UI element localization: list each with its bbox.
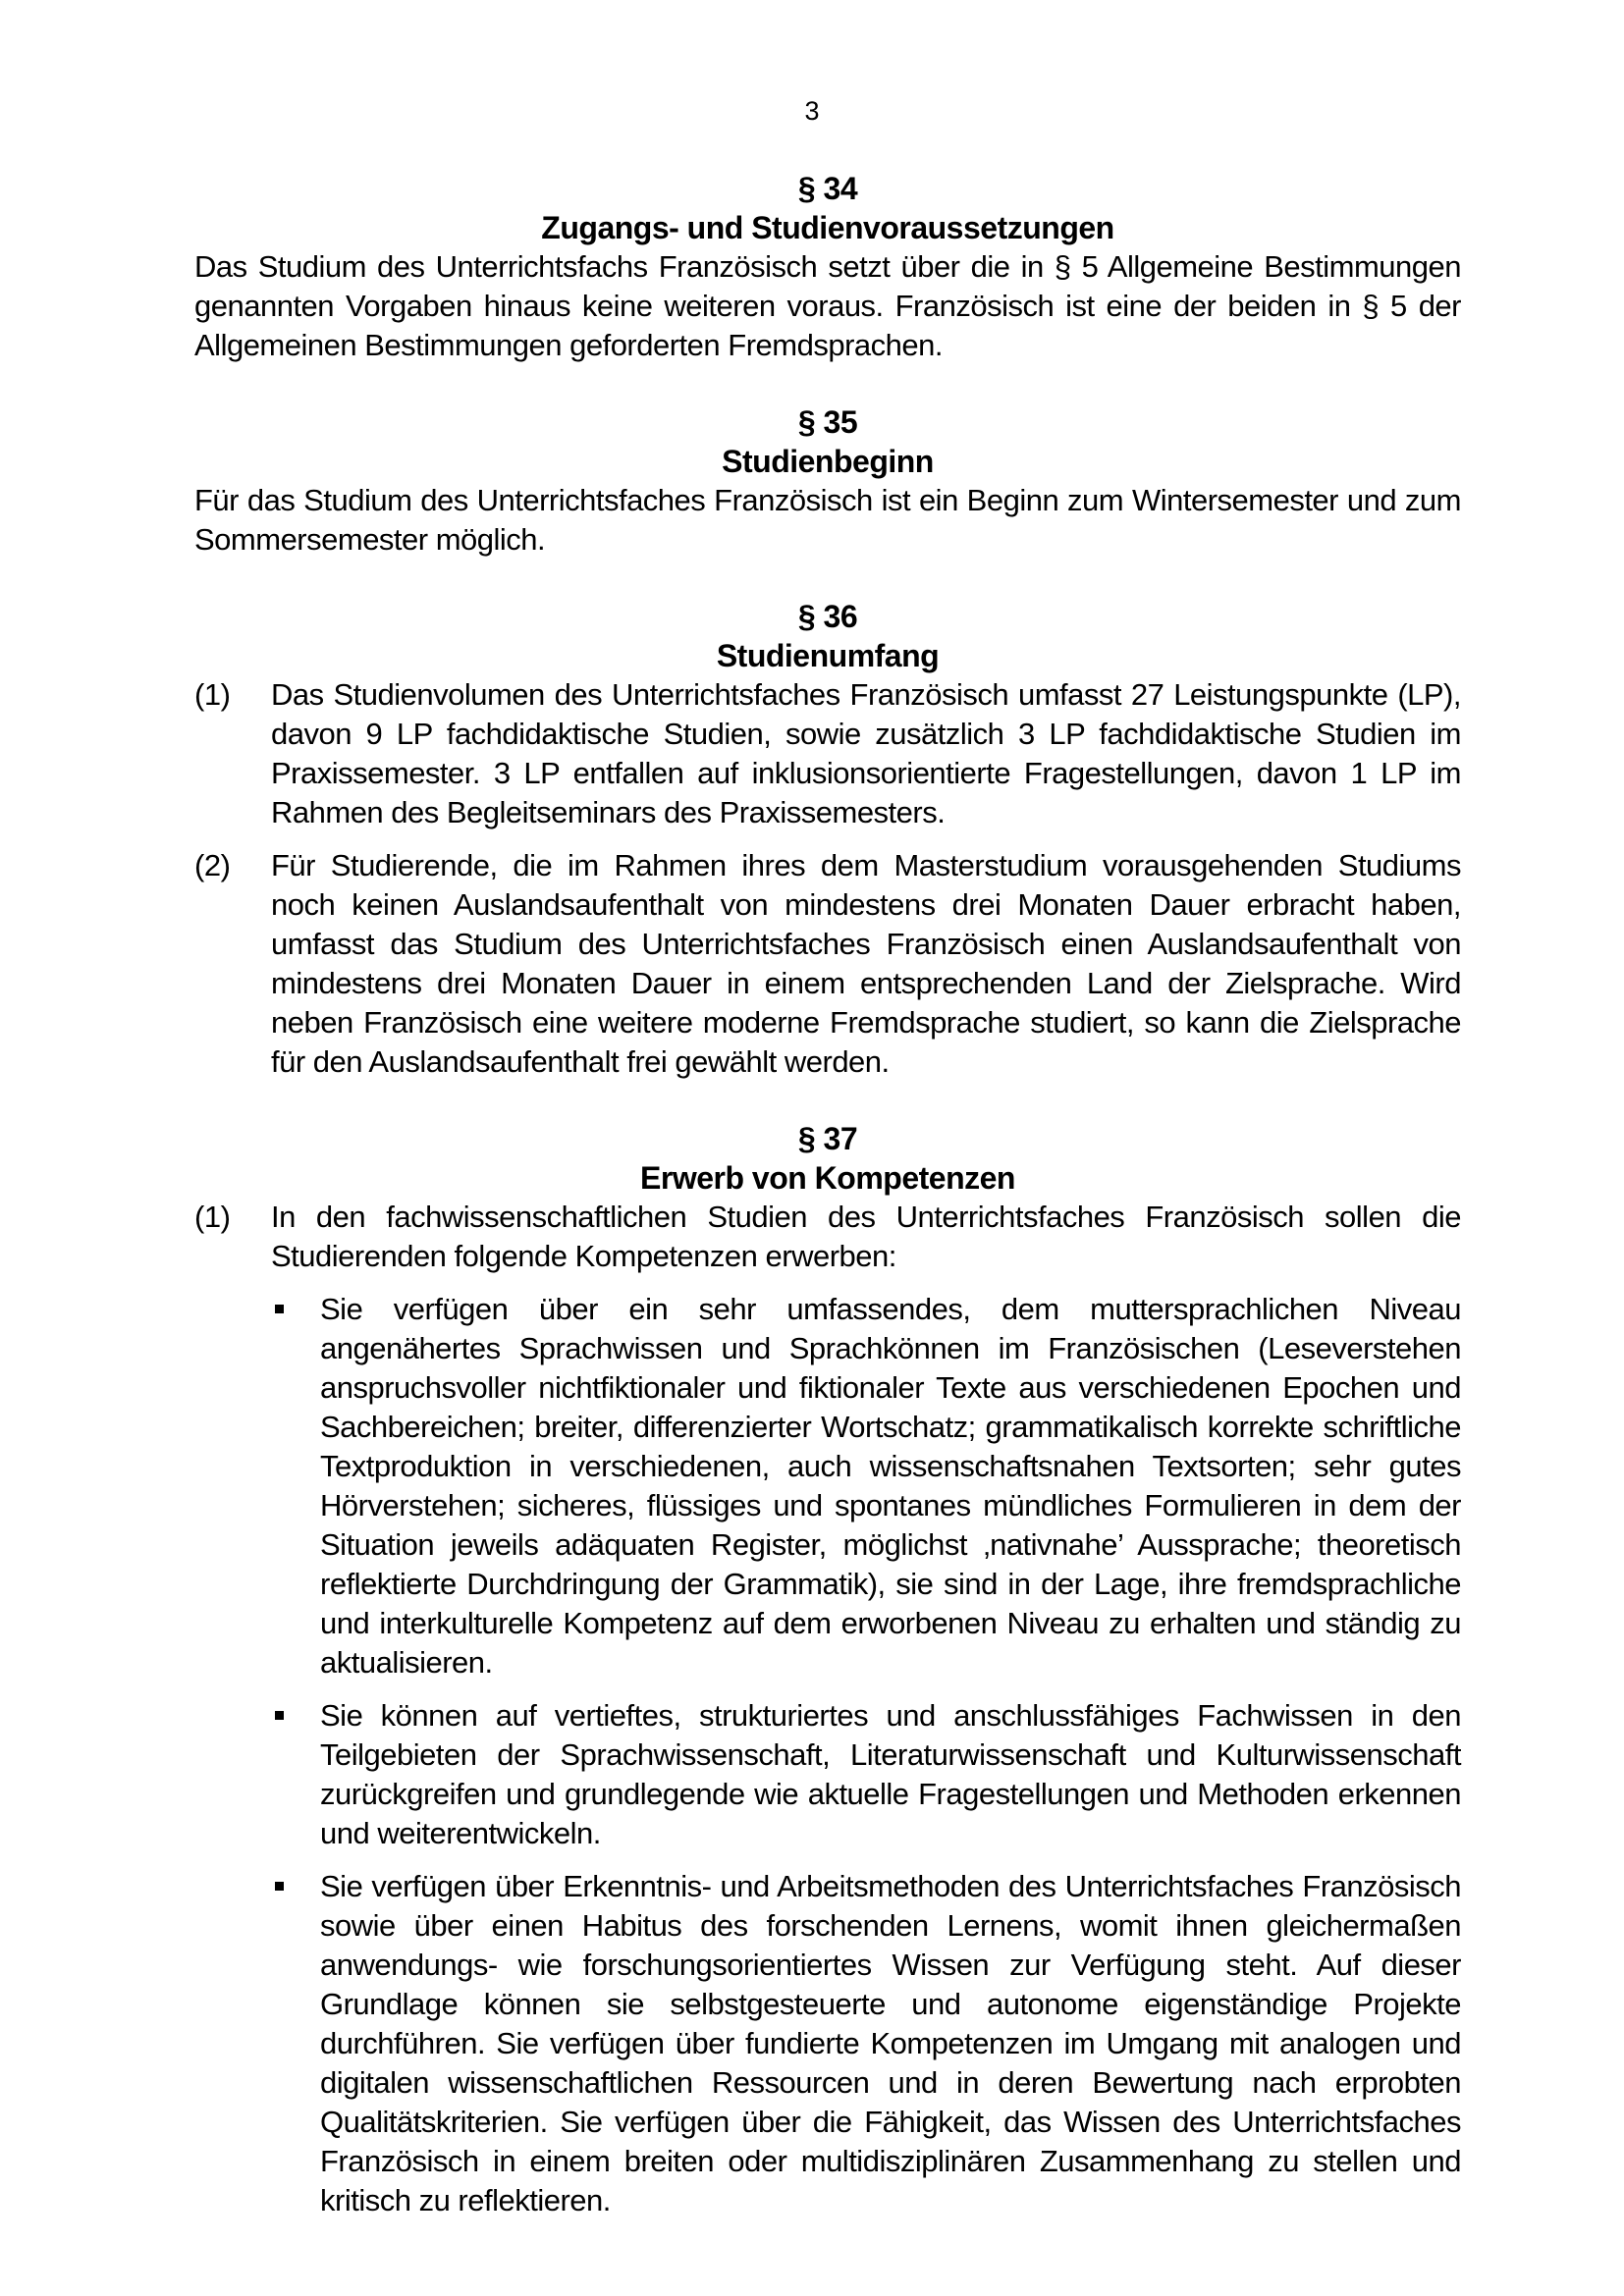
section-paragraph: Für das Studium des Unterrichtsfaches Französisch ist ein Beginn zum Wintersemester und zum Sommersemester möglich. [194, 483, 1461, 557]
section-spacer [194, 560, 1461, 597]
paragraph-number: (1) [194, 677, 231, 712]
section-title: Zugangs- und Studienvoraussetzungen [541, 210, 1114, 245]
list-item-text: Sie verfügen über Erkenntnis- und Arbeitsmethoden des Unterrichtsfaches Französisch sowie über einen Habitus des forschenden Lernens, womit ihnen gleichermaßen anwendungs- wie forschungsorientiertes Wissen zur Verfügung steht. Auf dieser Grundlage können sie selbstgesteuerte und autonome eigenständige Projekte durchführen. Sie verfügen über fundierte Kompetenzen im Umgang mit analogen und digitalen wissenschaftlichen Ressourcen und in deren Bewertung nach erprobten Qualitätskriterien. Sie verfügen über die Fähigkeit, das Wissen des Unterrichtsfaches Französisch in einem breiten oder multidisziplinären Zusammenhang zu stellen und kritisch zu reflektieren. [320, 1869, 1461, 2217]
numbered-paragraph [194, 1198, 1461, 1276]
section-spacer [194, 365, 1461, 402]
paragraph-number: (2) [194, 848, 231, 882]
list-item-text: Sie verfügen über ein sehr umfassendes, dem muttersprachlichen Niveau angenähertes Sprachwissen und Sprachkönnen im Französischen (Leseverstehen anspruchsvoller nichtfiktionaler und fiktionaler Texte aus verschiedenen Epochen und Sachbereichen; breiter, differenzierter Wortschatz; grammatikalisch korrekte schriftliche Textproduktion in verschiedenen, auch wissenschaftsnahen Textsorten; sehr gutes Hörverstehen; sicheres, flüssiges und spontanes mündliches Formulieren in dem der Situation jeweils adäquaten Register, möglichst ‚nativnahe’ Aussprache; theoretisch reflektierte Durchdringung der Grammatik), sie sind in der Lage, ihre fremdsprachliche und interkulturelle Kompetenz auf dem erworbenen Niveau zu erhalten und ständig zu aktualisieren. [320, 1292, 1461, 1680]
section-title: Erwerb von Kompetenzen [640, 1160, 1015, 1196]
section-number: § 36 [797, 599, 858, 634]
section-heading [194, 402, 1461, 481]
square-bullet-icon [275, 1882, 284, 1891]
paragraph-text: Für Studierende, die im Rahmen ihres dem Masterstudium vorausgehenden Studiums noch keinen Auslandsaufenthalt von mindestens drei Monaten Dauer erbracht haben, umfasst das Studium des Unterrichtsfaches Französisch einen Auslandsaufenthalt von mindestens drei Monaten Dauer in einem entsprechenden Land der Zielsprache. Wird neben Französisch eine weitere moderne Fremdsprache studiert, so kann die Zielsprache für den Auslandsaufenthalt frei gewählt werden. [271, 848, 1461, 1079]
square-bullet-icon [275, 1305, 284, 1313]
paragraph-number: (1) [194, 1200, 231, 1234]
section-heading [194, 597, 1461, 675]
square-bullet-icon [275, 1711, 284, 1720]
section-34 [194, 169, 1461, 365]
page-number: 3 [804, 96, 820, 126]
list-item [271, 1867, 1461, 2220]
list-item-text: Sie können auf vertieftes, strukturiertes und anschlussfähiges Fachwissen in den Teilgebieten der Sprachwissenschaft, Literaturwissenschaft und Kulturwissenschaft zurückgreifen und grundlegende wie aktuelle Fragestellungen und Methoden erkennen und weiterentwickeln. [320, 1698, 1461, 1850]
document-body [194, 169, 1461, 2220]
section-heading [194, 169, 1461, 247]
paragraph-text: Das Studienvolumen des Unterrichtsfaches Französisch umfasst 27 Leistungspunkte (LP), davon 9 LP fachdidaktische Studien, sowie zusätzlich 3 LP fachdidaktische Studien im Praxissemester. 3 LP entfallen auf inklusionsorientierte Fragestellungen, davon 1 LP im Rahmen des Begleitseminars des Praxissemesters. [271, 677, 1461, 829]
section-37 [194, 1119, 1461, 2220]
section-title: Studienumfang [716, 638, 940, 673]
list-item [271, 1696, 1461, 1853]
section-title: Studienbeginn [722, 444, 934, 479]
section-paragraph: Das Studium des Unterrichtsfachs Französisch setzt über die in § 5 Allgemeine Bestimmungen genannten Vorgaben hinaus keine weiteren voraus. Französisch ist eine der beiden in § 5 der Allgemeinen Bestimmungen geforderten Fremdsprachen. [194, 249, 1461, 362]
section-heading [194, 1119, 1461, 1198]
numbered-paragraph [194, 846, 1461, 1082]
section-number: § 37 [797, 1121, 858, 1156]
section-spacer [194, 1082, 1461, 1119]
section-number: § 34 [797, 171, 858, 206]
list-item [271, 1290, 1461, 1682]
numbered-paragraph [194, 675, 1461, 832]
section-36 [194, 597, 1461, 1082]
paragraph-text: In den fachwissenschaftlichen Studien des Unterrichtsfaches Französisch sollen die Studierenden folgende Kompetenzen erwerben: [271, 1200, 1461, 1273]
competence-list [194, 1290, 1461, 2220]
section-35 [194, 402, 1461, 560]
section-number: § 35 [797, 404, 858, 440]
